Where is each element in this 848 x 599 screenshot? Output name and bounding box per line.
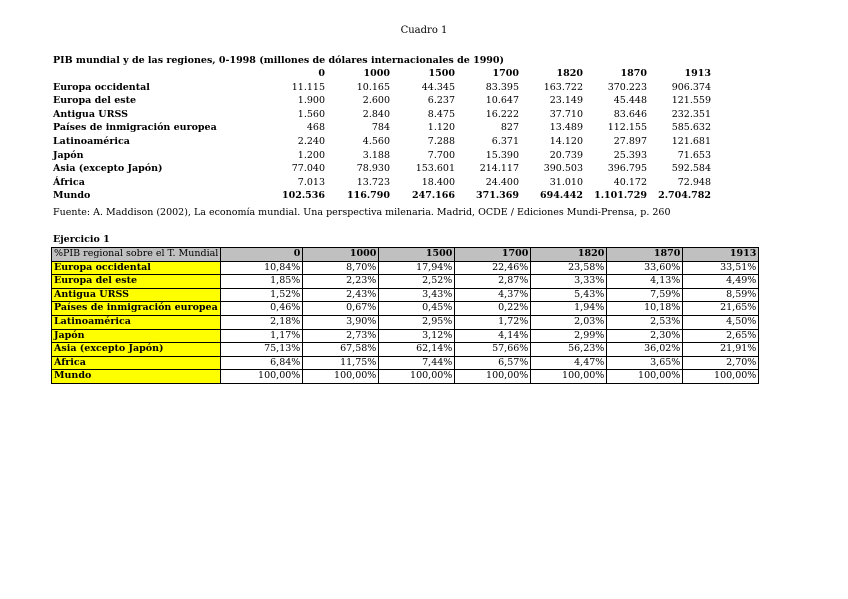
exercise-year-header: 1820 xyxy=(531,248,607,262)
exercise-value-cell: 2,70% xyxy=(683,356,759,370)
gdp-year-header: 1700 xyxy=(492,68,519,79)
exercise-value-cell: 2,03% xyxy=(531,315,607,329)
gdp-value-cell: 83.395 xyxy=(485,81,519,93)
gdp-value-cell: 71.653 xyxy=(677,149,711,161)
exercise-value-cell: 3,90% xyxy=(303,315,379,329)
exercise-value-cell: 2,95% xyxy=(379,315,455,329)
exercise-value-cell: 62,14% xyxy=(379,343,455,357)
gdp-region-label: África xyxy=(53,176,85,188)
gdp-value-cell: 24.400 xyxy=(485,176,519,188)
gdp-value-cell: 6.237 xyxy=(427,95,455,107)
gdp-value-cell: 20.739 xyxy=(549,149,583,161)
exercise-value-cell: 100,00% xyxy=(607,370,683,384)
exercise-value-cell: 100,00% xyxy=(379,370,455,384)
gdp-value-cell: 694.442 xyxy=(540,190,583,202)
gdp-value-cell: 31.010 xyxy=(549,176,583,188)
gdp-value-cell: 10.165 xyxy=(356,81,390,93)
exercise-year-header: 1870 xyxy=(607,248,683,262)
exercise-value-cell: 33,51% xyxy=(683,261,759,275)
exercise-value-cell: 2,52% xyxy=(379,275,455,289)
exercise-value-cell: 3,43% xyxy=(379,288,455,302)
exercise-region-label: Europa occidental xyxy=(52,261,221,275)
exercise-value-cell: 8,70% xyxy=(303,261,379,275)
exercise-value-cell: 2,99% xyxy=(531,329,607,343)
gdp-value-cell: 25.393 xyxy=(613,149,647,161)
exercise-value-cell: 100,00% xyxy=(221,370,303,384)
exercise-value-cell: 1,52% xyxy=(221,288,303,302)
gdp-value-cell: 83.646 xyxy=(613,108,647,120)
gdp-value-cell: 7.013 xyxy=(297,176,325,188)
gdp-table-row xyxy=(53,81,711,95)
gdp-value-cell: 13.489 xyxy=(549,122,583,134)
exercise-value-cell: 0,67% xyxy=(303,302,379,316)
source-note: Fuente: A. Maddison (2002), La economía mundial. Una perspectiva milenaria. Madrid, OCDE / Ediciones Mundi-Prensa, p. 260 xyxy=(53,207,671,218)
gdp-region-label: Japón xyxy=(53,149,84,161)
exercise-value-cell: 6,84% xyxy=(221,356,303,370)
gdp-value-cell: 7.288 xyxy=(427,135,455,147)
exercise-value-cell: 4,13% xyxy=(607,275,683,289)
gdp-table-row xyxy=(53,149,711,163)
gdp-value-cell: 784 xyxy=(371,122,390,134)
exercise-value-cell: 4,14% xyxy=(455,329,531,343)
gdp-value-cell: 585.632 xyxy=(671,122,711,134)
gdp-value-cell: 214.117 xyxy=(479,163,519,175)
exercise-value-cell: 100,00% xyxy=(303,370,379,384)
gdp-value-cell: 116.790 xyxy=(347,190,390,202)
exercise-value-cell: 17,94% xyxy=(379,261,455,275)
gdp-value-cell: 2.840 xyxy=(362,108,390,120)
gdp-value-cell: 8.475 xyxy=(427,108,455,120)
exercise-region-label: Mundo xyxy=(52,370,221,384)
exercise-table-row xyxy=(52,343,759,357)
exercise-value-cell: 0,45% xyxy=(379,302,455,316)
exercise-region-label: Países de inmigración europea xyxy=(52,302,221,316)
gdp-year-header: 1913 xyxy=(684,68,711,79)
gdp-value-cell: 121.559 xyxy=(671,95,711,107)
page-title: Cuadro 1 xyxy=(400,25,448,36)
exercise-table-row xyxy=(52,302,759,316)
exercise-year-header: 0 xyxy=(221,248,303,262)
exercise-region-label: África xyxy=(52,356,221,370)
gdp-value-cell: 10.647 xyxy=(485,95,519,107)
exercise-value-cell: 56,23% xyxy=(531,343,607,357)
exercise-value-cell: 75,13% xyxy=(221,343,303,357)
gdp-value-cell: 18.400 xyxy=(421,176,455,188)
gdp-region-label: Asia (excepto Japón) xyxy=(53,163,163,175)
exercise-value-cell: 2,65% xyxy=(683,329,759,343)
gdp-value-cell: 102.536 xyxy=(282,190,325,202)
gdp-value-cell: 2.704.782 xyxy=(658,190,711,202)
gdp-table-row xyxy=(53,176,711,190)
exercise-value-cell: 4,47% xyxy=(531,356,607,370)
exercise-value-cell: 4,50% xyxy=(683,315,759,329)
gdp-region-label: Mundo xyxy=(53,190,91,202)
gdp-region-label: Latinoamérica xyxy=(53,135,130,147)
gdp-value-cell: 16.222 xyxy=(485,108,519,120)
exercise-region-label: Latinoamérica xyxy=(52,315,221,329)
exercise-value-cell: 1,94% xyxy=(531,302,607,316)
exercise-value-cell: 2,23% xyxy=(303,275,379,289)
exercise-value-cell: 10,18% xyxy=(607,302,683,316)
exercise-value-cell: 2,53% xyxy=(607,315,683,329)
gdp-year-header: 0 xyxy=(318,68,325,79)
exercise-year-header: 1000 xyxy=(303,248,379,262)
exercise-table-row xyxy=(52,370,759,384)
exercise-value-cell: 100,00% xyxy=(531,370,607,384)
exercise-year-header: 1913 xyxy=(683,248,759,262)
gdp-value-cell: 247.166 xyxy=(412,190,455,202)
exercise-value-cell: 100,00% xyxy=(455,370,531,384)
gdp-value-cell: 1.200 xyxy=(297,149,325,161)
exercise-value-cell: 4,49% xyxy=(683,275,759,289)
gdp-value-cell: 1.101.729 xyxy=(594,190,647,202)
exercise-value-cell: 3,12% xyxy=(379,329,455,343)
gdp-value-cell: 40.172 xyxy=(613,176,647,188)
gdp-region-label: Países de inmigración europea xyxy=(53,122,217,134)
exercise-year-header: 1500 xyxy=(379,248,455,262)
gdp-value-cell: 15.390 xyxy=(485,149,519,161)
gdp-value-cell: 11.115 xyxy=(291,81,325,93)
gdp-value-cell: 13.723 xyxy=(356,176,390,188)
gdp-value-cell: 2.600 xyxy=(362,95,390,107)
gdp-value-cell: 121.681 xyxy=(671,135,711,147)
exercise-value-cell: 0,46% xyxy=(221,302,303,316)
exercise-table-row xyxy=(52,288,759,302)
gdp-value-cell: 592.584 xyxy=(671,163,711,175)
gdp-value-cell: 37.710 xyxy=(549,108,583,120)
gdp-header-empty xyxy=(53,67,229,81)
gdp-value-cell: 7.700 xyxy=(427,149,455,161)
gdp-value-cell: 44.345 xyxy=(421,81,455,93)
exercise-value-cell: 36,02% xyxy=(607,343,683,357)
gdp-value-cell: 78.930 xyxy=(356,163,390,175)
gdp-value-cell: 390.503 xyxy=(543,163,583,175)
exercise-value-cell: 7,44% xyxy=(379,356,455,370)
exercise-value-cell: 57,66% xyxy=(455,343,531,357)
gdp-region-label: Antigua URSS xyxy=(53,108,128,120)
exercise-value-cell: 67,58% xyxy=(303,343,379,357)
exercise-table-row xyxy=(52,329,759,343)
gdp-region-label: Europa del este xyxy=(53,95,137,107)
gdp-value-cell: 468 xyxy=(306,122,325,134)
gdp-value-cell: 4.560 xyxy=(362,135,390,147)
gdp-value-cell: 827 xyxy=(500,122,519,134)
exercise-region-label: Antigua URSS xyxy=(52,288,221,302)
gdp-value-cell: 370.223 xyxy=(607,81,647,93)
gdp-value-cell: 23.149 xyxy=(549,95,583,107)
gdp-value-cell: 27.897 xyxy=(613,135,647,147)
exercise-value-cell: 3,33% xyxy=(531,275,607,289)
exercise-value-cell: 3,65% xyxy=(607,356,683,370)
gdp-table-row xyxy=(53,135,711,149)
gdp-table xyxy=(53,67,711,203)
gdp-value-cell: 1.560 xyxy=(297,108,325,120)
gdp-value-cell: 396.795 xyxy=(607,163,647,175)
gdp-year-header: 1500 xyxy=(428,68,455,79)
gdp-table-row xyxy=(53,121,711,135)
exercise-value-cell: 21,65% xyxy=(683,302,759,316)
exercise-value-cell: 7,59% xyxy=(607,288,683,302)
exercise-value-cell: 5,43% xyxy=(531,288,607,302)
exercise-value-cell: 2,73% xyxy=(303,329,379,343)
exercise-table-row xyxy=(52,356,759,370)
exercise-value-cell: 2,30% xyxy=(607,329,683,343)
gdp-value-cell: 6.371 xyxy=(491,135,519,147)
gdp-table-row xyxy=(53,162,711,176)
exercise-value-cell: 0,22% xyxy=(455,302,531,316)
gdp-table-row xyxy=(53,189,711,203)
exercise-value-cell: 1,72% xyxy=(455,315,531,329)
exercise-value-cell: 2,18% xyxy=(221,315,303,329)
gdp-region-label: Europa occidental xyxy=(53,81,150,93)
gdp-value-cell: 232.351 xyxy=(671,108,711,120)
gdp-value-cell: 3.188 xyxy=(362,149,390,161)
gdp-year-header: 1000 xyxy=(363,68,390,79)
gdp-value-cell: 45.448 xyxy=(613,95,647,107)
exercise-value-cell: 33,60% xyxy=(607,261,683,275)
gdp-value-cell: 153.601 xyxy=(415,163,455,175)
gdp-value-cell: 371.369 xyxy=(476,190,519,202)
exercise-region-label: Japón xyxy=(52,329,221,343)
exercise-value-cell: 2,43% xyxy=(303,288,379,302)
gdp-value-cell: 72.948 xyxy=(677,176,711,188)
gdp-value-cell: 77.040 xyxy=(291,163,325,175)
exercise-table xyxy=(51,247,759,384)
gdp-value-cell: 14.120 xyxy=(549,135,583,147)
exercise-value-cell: 1,85% xyxy=(221,275,303,289)
exercise-value-cell: 4,37% xyxy=(455,288,531,302)
exercise-value-cell: 1,17% xyxy=(221,329,303,343)
exercise-value-cell: 22,46% xyxy=(455,261,531,275)
exercise-value-cell: 11,75% xyxy=(303,356,379,370)
gdp-table-row xyxy=(53,94,711,108)
exercise-title: Ejercicio 1 xyxy=(53,234,110,245)
gdp-table-header xyxy=(53,67,711,81)
exercise-value-cell: 8,59% xyxy=(683,288,759,302)
gdp-value-cell: 1.120 xyxy=(427,122,455,134)
exercise-value-cell: 100,00% xyxy=(683,370,759,384)
gdp-value-cell: 906.374 xyxy=(671,81,711,93)
exercise-value-cell: 2,87% xyxy=(455,275,531,289)
exercise-header-label: %PIB regional sobre el T. Mundial xyxy=(52,248,221,262)
exercise-value-cell: 23,58% xyxy=(531,261,607,275)
exercise-year-header: 1700 xyxy=(455,248,531,262)
exercise-table-row xyxy=(52,275,759,289)
table1-title: PIB mundial y de las regiones, 0-1998 (millones de dólares internacionales de 1990) xyxy=(53,55,505,66)
gdp-value-cell: 163.722 xyxy=(543,81,583,93)
gdp-year-header: 1820 xyxy=(556,68,583,79)
exercise-region-label: Asia (excepto Japón) xyxy=(52,343,221,357)
gdp-value-cell: 112.155 xyxy=(607,122,647,134)
gdp-table-row xyxy=(53,108,711,122)
exercise-table-row xyxy=(52,261,759,275)
gdp-value-cell: 1.900 xyxy=(297,95,325,107)
exercise-table-row xyxy=(52,315,759,329)
gdp-year-header: 1870 xyxy=(620,68,647,79)
exercise-value-cell: 21,91% xyxy=(683,343,759,357)
gdp-value-cell: 2.240 xyxy=(297,135,325,147)
exercise-table-header xyxy=(52,248,759,262)
exercise-region-label: Europa del este xyxy=(52,275,221,289)
exercise-value-cell: 10,84% xyxy=(221,261,303,275)
exercise-value-cell: 6,57% xyxy=(455,356,531,370)
